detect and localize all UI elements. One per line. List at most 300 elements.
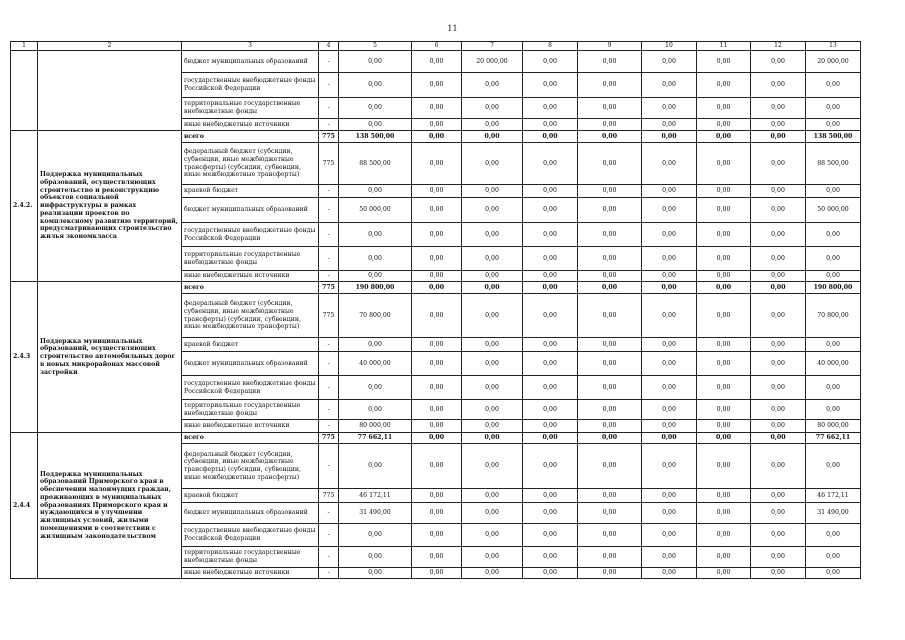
amount-cell: 0,00 — [412, 119, 462, 131]
amount-cell: 46 172,11 — [339, 489, 412, 503]
amount-cell: 0,00 — [462, 444, 523, 489]
amount-cell: 0,00 — [578, 376, 642, 400]
amount-cell: 0,00 — [462, 223, 523, 247]
amount-cell: 0,00 — [806, 547, 861, 568]
amount-cell: 70 800,00 — [339, 294, 412, 338]
amount-cell: 0,00 — [578, 223, 642, 247]
amount-cell: 0,00 — [412, 503, 462, 524]
amount-cell: 0,00 — [523, 420, 578, 433]
funding-source: всего — [182, 433, 319, 444]
amount-cell: 0,00 — [642, 185, 697, 198]
amount-cell: 0,00 — [751, 352, 806, 376]
amount-cell: 0,00 — [339, 524, 412, 547]
amount-cell: 0,00 — [523, 444, 578, 489]
amount-cell: 0,00 — [412, 198, 462, 223]
col-number-8: 8 — [523, 42, 578, 51]
amount-cell: 0,00 — [642, 198, 697, 223]
amount-cell: 0,00 — [642, 376, 697, 400]
budget-code: 775 — [319, 131, 339, 143]
amount-cell: 0,00 — [751, 143, 806, 185]
amount-cell: 0,00 — [751, 223, 806, 247]
amount-cell: 0,00 — [339, 73, 412, 98]
amount-cell: 0,00 — [578, 131, 642, 143]
amount-cell: 0,00 — [642, 489, 697, 503]
amount-cell: 0,00 — [806, 73, 861, 98]
amount-cell: 0,00 — [523, 489, 578, 503]
measure-name: Поддержка муниципальных образований, осуществляющих строительство автомобильных дорог в новых микрорайонах массовой застройки — [38, 282, 182, 433]
amount-cell: 70 800,00 — [806, 294, 861, 338]
amount-cell: 0,00 — [806, 400, 861, 420]
amount-cell: 0,00 — [412, 433, 462, 444]
amount-cell: 0,00 — [751, 489, 806, 503]
amount-cell: 0,00 — [412, 400, 462, 420]
budget-code: - — [319, 547, 339, 568]
amount-cell: 0,00 — [339, 376, 412, 400]
amount-cell: 0,00 — [523, 282, 578, 294]
amount-cell: 0,00 — [339, 400, 412, 420]
amount-cell: 50 000,00 — [339, 198, 412, 223]
amount-cell: 0,00 — [412, 568, 462, 579]
budget-code: - — [319, 271, 339, 282]
amount-cell: 0,00 — [697, 143, 751, 185]
amount-cell: 0,00 — [697, 198, 751, 223]
amount-cell: 0,00 — [339, 547, 412, 568]
col-number-11: 11 — [697, 42, 751, 51]
amount-cell: 0,00 — [462, 433, 523, 444]
measure-name: Поддержка муниципальных образований, осуществляющих строительство и реконструкцию объектов социальной инфраструктуры в рамках реализации проектов по комплексному развитию территорий, предусматривающих строительство жилья экономкласса — [38, 131, 182, 282]
amount-cell: 0,00 — [642, 143, 697, 185]
amount-cell: 0,00 — [806, 338, 861, 352]
amount-cell: 0,00 — [806, 98, 861, 119]
amount-cell: 0,00 — [523, 223, 578, 247]
table-row — [11, 131, 861, 143]
amount-cell: 0,00 — [751, 503, 806, 524]
amount-cell: 0,00 — [578, 282, 642, 294]
amount-cell: 0,00 — [751, 51, 806, 73]
amount-cell: 0,00 — [412, 420, 462, 433]
amount-cell: 0,00 — [339, 98, 412, 119]
amount-cell: 0,00 — [697, 223, 751, 247]
amount-cell: 0,00 — [697, 338, 751, 352]
amount-cell: 0,00 — [642, 444, 697, 489]
amount-cell: 31 490,00 — [806, 503, 861, 524]
amount-cell: 40 000,00 — [806, 352, 861, 376]
amount-cell: 77 662,11 — [339, 433, 412, 444]
funding-source: бюджет муниципальных образований — [182, 352, 319, 376]
amount-cell: 0,00 — [751, 444, 806, 489]
amount-cell: 0,00 — [523, 119, 578, 131]
amount-cell: 0,00 — [751, 294, 806, 338]
budget-code: - — [319, 568, 339, 579]
budget-code: - — [319, 352, 339, 376]
amount-cell: 0,00 — [578, 294, 642, 338]
measure-code: 2.4.3 — [11, 282, 38, 433]
amount-cell: 0,00 — [412, 352, 462, 376]
budget-code: 775 — [319, 282, 339, 294]
budget-code: - — [319, 400, 339, 420]
amount-cell: 20 000,00 — [806, 51, 861, 73]
col-number-10: 10 — [642, 42, 697, 51]
table-row — [11, 51, 861, 73]
amount-cell: 0,00 — [697, 433, 751, 444]
amount-cell: 0,00 — [462, 198, 523, 223]
amount-cell: 0,00 — [412, 98, 462, 119]
amount-cell: 46 172,11 — [806, 489, 861, 503]
col-number-13: 13 — [806, 42, 861, 51]
amount-cell: 0,00 — [578, 568, 642, 579]
funding-source: территориальные государственные внебюджетные фонды — [182, 98, 319, 119]
budget-code: - — [319, 223, 339, 247]
budget-code: - — [319, 198, 339, 223]
budget-code: - — [319, 247, 339, 271]
amount-cell: 0,00 — [462, 247, 523, 271]
amount-cell: 0,00 — [578, 444, 642, 489]
amount-cell: 0,00 — [523, 524, 578, 547]
amount-cell: 0,00 — [339, 51, 412, 73]
amount-cell: 0,00 — [697, 294, 751, 338]
amount-cell: 0,00 — [642, 524, 697, 547]
amount-cell: 0,00 — [412, 489, 462, 503]
funding-source: государственные внебюджетные фонды Российской Федерации — [182, 524, 319, 547]
amount-cell: 0,00 — [751, 524, 806, 547]
amount-cell: 50 000,00 — [806, 198, 861, 223]
amount-cell: 0,00 — [578, 271, 642, 282]
amount-cell: 0,00 — [697, 98, 751, 119]
funding-source: государственные внебюджетные фонды Российской Федерации — [182, 73, 319, 98]
amount-cell: 0,00 — [523, 376, 578, 400]
amount-cell: 0,00 — [697, 73, 751, 98]
amount-cell: 0,00 — [697, 352, 751, 376]
amount-cell: 0,00 — [462, 119, 523, 131]
budget-code: 775 — [319, 433, 339, 444]
amount-cell: 77 662,11 — [806, 433, 861, 444]
amount-cell: 0,00 — [578, 143, 642, 185]
col-number-4: 4 — [319, 42, 339, 51]
amount-cell: 0,00 — [751, 376, 806, 400]
amount-cell: 0,00 — [462, 400, 523, 420]
amount-cell: 0,00 — [462, 489, 523, 503]
table-row — [11, 282, 861, 294]
financing-table — [10, 41, 861, 579]
amount-cell: 0,00 — [412, 51, 462, 73]
measure-code — [11, 51, 38, 131]
amount-cell: 0,00 — [751, 433, 806, 444]
amount-cell: 0,00 — [642, 119, 697, 131]
amount-cell: 0,00 — [642, 503, 697, 524]
amount-cell: 0,00 — [642, 98, 697, 119]
amount-cell: 0,00 — [412, 271, 462, 282]
budget-code: 775 — [319, 294, 339, 338]
budget-code: - — [319, 119, 339, 131]
amount-cell: 0,00 — [642, 400, 697, 420]
amount-cell: 0,00 — [751, 338, 806, 352]
amount-cell: 0,00 — [578, 338, 642, 352]
budget-code: - — [319, 444, 339, 489]
amount-cell: 0,00 — [412, 294, 462, 338]
amount-cell: 138 500,00 — [806, 131, 861, 143]
amount-cell: 0,00 — [697, 489, 751, 503]
measure-code: 2.4.4 — [11, 433, 38, 579]
amount-cell: 0,00 — [697, 400, 751, 420]
amount-cell: 0,00 — [697, 247, 751, 271]
amount-cell: 0,00 — [578, 524, 642, 547]
amount-cell: 0,00 — [806, 223, 861, 247]
budget-code: 775 — [319, 143, 339, 185]
budget-code: - — [319, 338, 339, 352]
amount-cell: 0,00 — [697, 420, 751, 433]
amount-cell: 0,00 — [751, 98, 806, 119]
funding-source: бюджет муниципальных образований — [182, 503, 319, 524]
amount-cell: 0,00 — [806, 444, 861, 489]
col-number-2: 2 — [38, 42, 182, 51]
amount-cell: 0,00 — [697, 131, 751, 143]
amount-cell: 0,00 — [751, 568, 806, 579]
amount-cell: 40 000,00 — [339, 352, 412, 376]
amount-cell: 88 500,00 — [806, 143, 861, 185]
amount-cell: 80 000,00 — [806, 420, 861, 433]
amount-cell: 0,00 — [578, 503, 642, 524]
amount-cell: 0,00 — [462, 503, 523, 524]
amount-cell: 0,00 — [642, 568, 697, 579]
funding-source: государственные внебюджетные фонды Российской Федерации — [182, 376, 319, 400]
amount-cell: 0,00 — [412, 223, 462, 247]
amount-cell: 0,00 — [462, 294, 523, 338]
amount-cell: 0,00 — [412, 282, 462, 294]
amount-cell: 0,00 — [523, 98, 578, 119]
amount-cell: 0,00 — [642, 433, 697, 444]
funding-source: иные внебюджетные источники — [182, 420, 319, 433]
budget-code: - — [319, 185, 339, 198]
amount-cell: 0,00 — [642, 223, 697, 247]
amount-cell: 0,00 — [697, 282, 751, 294]
amount-cell: 0,00 — [412, 524, 462, 547]
amount-cell: 0,00 — [462, 73, 523, 98]
amount-cell: 0,00 — [339, 247, 412, 271]
amount-cell: 0,00 — [806, 247, 861, 271]
amount-cell: 0,00 — [523, 51, 578, 73]
amount-cell: 0,00 — [642, 51, 697, 73]
col-number-9: 9 — [578, 42, 642, 51]
amount-cell: 0,00 — [806, 568, 861, 579]
budget-code: - — [319, 503, 339, 524]
amount-cell: 0,00 — [642, 547, 697, 568]
amount-cell: 0,00 — [462, 420, 523, 433]
amount-cell: 0,00 — [339, 271, 412, 282]
amount-cell: 0,00 — [339, 338, 412, 352]
amount-cell: 0,00 — [751, 282, 806, 294]
amount-cell: 0,00 — [412, 547, 462, 568]
amount-cell: 0,00 — [462, 352, 523, 376]
amount-cell: 0,00 — [462, 131, 523, 143]
budget-code: - — [319, 51, 339, 73]
amount-cell: 0,00 — [751, 247, 806, 271]
amount-cell: 0,00 — [642, 352, 697, 376]
amount-cell: 0,00 — [412, 444, 462, 489]
table-row — [11, 433, 861, 444]
amount-cell: 0,00 — [462, 143, 523, 185]
measure-name: Поддержка муниципальных образований Приморского края в обеспечении малоимущих граждан, проживающих в муниципальных образованиях Приморского края и нуждающихся в улучшении жилищных условий, жилыми помещениями в соответствии с жилищным законодательством — [38, 433, 182, 579]
funding-source: краевой бюджет — [182, 185, 319, 198]
amount-cell: 0,00 — [462, 547, 523, 568]
col-number-3: 3 — [182, 42, 319, 51]
amount-cell: 0,00 — [578, 198, 642, 223]
amount-cell: 0,00 — [642, 282, 697, 294]
amount-cell: 0,00 — [642, 338, 697, 352]
amount-cell: 0,00 — [642, 131, 697, 143]
amount-cell: 0,00 — [642, 420, 697, 433]
amount-cell: 0,00 — [578, 400, 642, 420]
amount-cell: 20 000,00 — [462, 51, 523, 73]
col-number-12: 12 — [751, 42, 806, 51]
amount-cell: 0,00 — [412, 247, 462, 271]
amount-cell: 0,00 — [642, 271, 697, 282]
amount-cell: 0,00 — [806, 376, 861, 400]
amount-cell: 0,00 — [578, 352, 642, 376]
funding-source: бюджет муниципальных образований — [182, 51, 319, 73]
amount-cell: 0,00 — [412, 185, 462, 198]
budget-code: - — [319, 73, 339, 98]
amount-cell: 0,00 — [697, 547, 751, 568]
amount-cell: 0,00 — [806, 119, 861, 131]
amount-cell: 0,00 — [523, 568, 578, 579]
amount-cell: 0,00 — [462, 282, 523, 294]
amount-cell: 0,00 — [462, 568, 523, 579]
amount-cell: 0,00 — [642, 73, 697, 98]
amount-cell: 0,00 — [578, 433, 642, 444]
amount-cell: 31 490,00 — [339, 503, 412, 524]
col-number-1: 1 — [11, 42, 38, 51]
amount-cell: 0,00 — [412, 376, 462, 400]
funding-source: федеральный бюджет (субсидии, субвенции, иные межбюджетные трансферты) (субсидии, субвенции, иные межбюджетные трансферты) — [182, 143, 319, 185]
amount-cell: 0,00 — [751, 131, 806, 143]
amount-cell: 0,00 — [751, 73, 806, 98]
measure-name — [38, 51, 182, 131]
amount-cell: 0,00 — [697, 51, 751, 73]
amount-cell: 0,00 — [578, 119, 642, 131]
funding-source: иные внебюджетные источники — [182, 271, 319, 282]
amount-cell: 0,00 — [697, 524, 751, 547]
amount-cell: 0,00 — [339, 444, 412, 489]
budget-code: 775 — [319, 489, 339, 503]
col-number-7: 7 — [462, 42, 523, 51]
page-number: 11 — [447, 24, 458, 33]
amount-cell: 138 500,00 — [339, 131, 412, 143]
amount-cell: 0,00 — [697, 444, 751, 489]
amount-cell: 0,00 — [412, 73, 462, 98]
amount-cell: 0,00 — [642, 294, 697, 338]
funding-source: территориальные государственные внебюджетные фонды — [182, 547, 319, 568]
amount-cell: 0,00 — [697, 568, 751, 579]
amount-cell: 0,00 — [462, 376, 523, 400]
amount-cell: 0,00 — [462, 271, 523, 282]
amount-cell: 0,00 — [462, 98, 523, 119]
amount-cell: 0,00 — [523, 338, 578, 352]
amount-cell: 190 800,00 — [806, 282, 861, 294]
amount-cell: 0,00 — [697, 271, 751, 282]
amount-cell: 0,00 — [806, 524, 861, 547]
amount-cell: 0,00 — [523, 400, 578, 420]
table-body — [11, 51, 861, 579]
amount-cell: 0,00 — [523, 143, 578, 185]
amount-cell: 0,00 — [523, 271, 578, 282]
amount-cell: 0,00 — [523, 294, 578, 338]
funding-source: федеральный бюджет (субсидии, субвенции, иные межбюджетные трансферты) (субсидии, субвенции, иные межбюджетные трансферты) — [182, 444, 319, 489]
amount-cell: 0,00 — [523, 198, 578, 223]
amount-cell: 0,00 — [339, 119, 412, 131]
amount-cell: 80 000,00 — [339, 420, 412, 433]
amount-cell: 0,00 — [642, 247, 697, 271]
amount-cell: 0,00 — [806, 185, 861, 198]
budget-code: - — [319, 420, 339, 433]
funding-source: иные внебюджетные источники — [182, 568, 319, 579]
amount-cell: 0,00 — [412, 338, 462, 352]
amount-cell: 0,00 — [523, 503, 578, 524]
amount-cell: 0,00 — [578, 98, 642, 119]
funding-source: краевой бюджет — [182, 338, 319, 352]
amount-cell: 0,00 — [578, 73, 642, 98]
amount-cell: 0,00 — [697, 503, 751, 524]
amount-cell: 0,00 — [523, 247, 578, 271]
col-number-6: 6 — [412, 42, 462, 51]
funding-source: всего — [182, 282, 319, 294]
amount-cell: 0,00 — [523, 73, 578, 98]
measure-code: 2.4.2. — [11, 131, 38, 282]
amount-cell: 0,00 — [339, 185, 412, 198]
amount-cell: 0,00 — [751, 547, 806, 568]
amount-cell: 0,00 — [523, 352, 578, 376]
amount-cell: 0,00 — [578, 420, 642, 433]
amount-cell: 0,00 — [578, 185, 642, 198]
amount-cell: 0,00 — [462, 185, 523, 198]
amount-cell: 0,00 — [751, 420, 806, 433]
amount-cell: 0,00 — [578, 489, 642, 503]
budget-code: - — [319, 376, 339, 400]
amount-cell: 0,00 — [697, 376, 751, 400]
col-number-5: 5 — [339, 42, 412, 51]
amount-cell: 0,00 — [523, 131, 578, 143]
amount-cell: 0,00 — [578, 247, 642, 271]
amount-cell: 0,00 — [751, 400, 806, 420]
amount-cell: 0,00 — [412, 143, 462, 185]
funding-source: иные внебюджетные источники — [182, 119, 319, 131]
amount-cell: 0,00 — [523, 185, 578, 198]
amount-cell: 0,00 — [751, 271, 806, 282]
funding-source: федеральный бюджет (субсидии, субвенции, иные межбюджетные трансферты) (субсидии, субвенции, иные межбюджетные трансферты) — [182, 294, 319, 338]
amount-cell: 0,00 — [412, 131, 462, 143]
funding-source: территориальные государственные внебюджетные фонды — [182, 247, 319, 271]
budget-code: - — [319, 98, 339, 119]
funding-source: всего — [182, 131, 319, 143]
amount-cell: 0,00 — [578, 547, 642, 568]
amount-cell: 0,00 — [523, 547, 578, 568]
amount-cell: 88 500,00 — [339, 143, 412, 185]
amount-cell: 0,00 — [462, 524, 523, 547]
amount-cell: 0,00 — [462, 338, 523, 352]
amount-cell: 0,00 — [751, 119, 806, 131]
amount-cell: 0,00 — [697, 185, 751, 198]
amount-cell: 0,00 — [578, 51, 642, 73]
column-number-row — [11, 42, 861, 51]
amount-cell: 0,00 — [697, 119, 751, 131]
funding-source: территориальные государственные внебюджетные фонды — [182, 400, 319, 420]
amount-cell: 190 800,00 — [339, 282, 412, 294]
amount-cell: 0,00 — [339, 568, 412, 579]
funding-source: государственные внебюджетные фонды Российской Федерации — [182, 223, 319, 247]
amount-cell: 0,00 — [339, 223, 412, 247]
amount-cell: 0,00 — [751, 198, 806, 223]
funding-source: бюджет муниципальных образований — [182, 198, 319, 223]
amount-cell: 0,00 — [806, 271, 861, 282]
